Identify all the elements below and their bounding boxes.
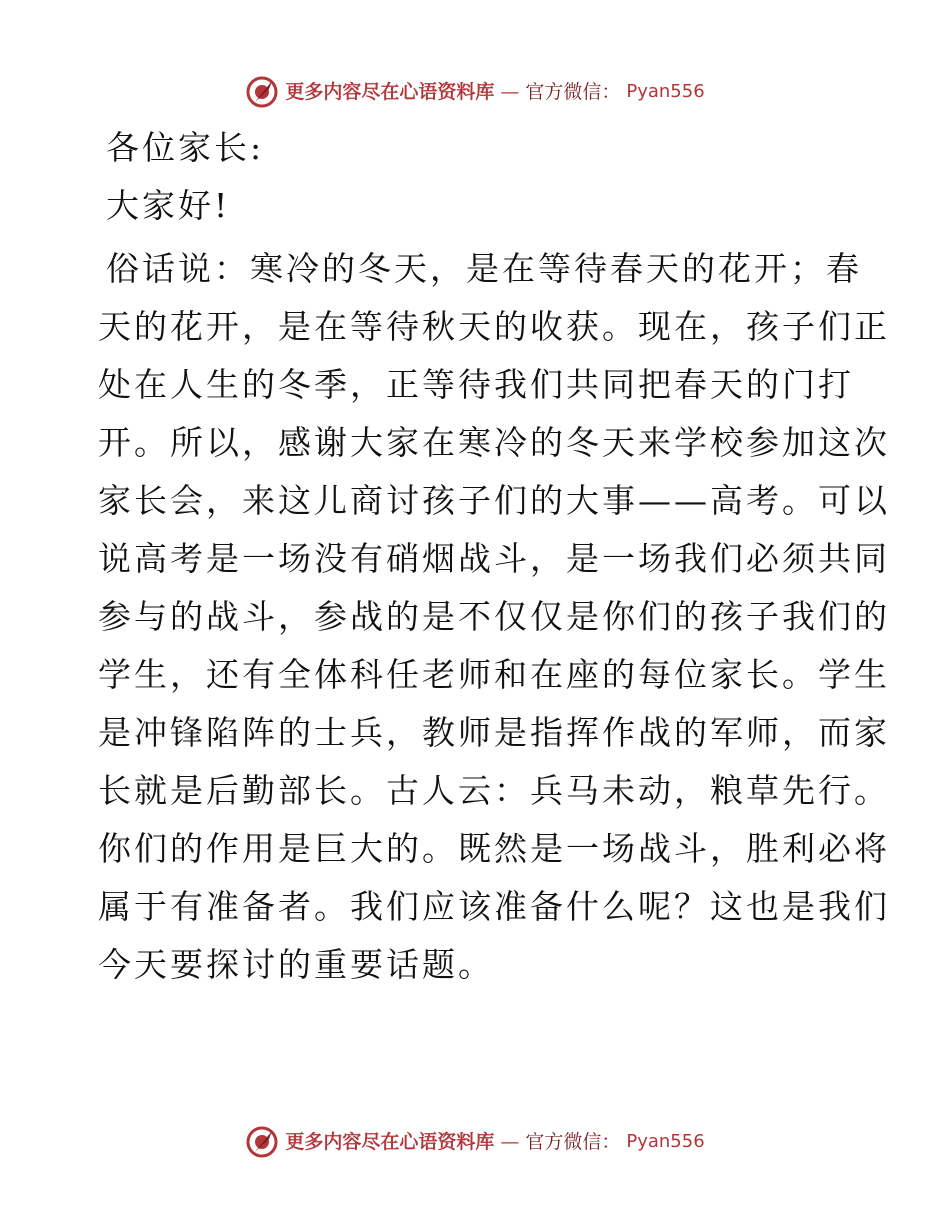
document-body	[98, 124, 890, 994]
watermark-official-label: 官方微信：	[525, 1131, 621, 1153]
paragraph-line: 处在人生的冬季，正等待我们共同把春天的门打	[98, 365, 854, 404]
paragraph-line: 天的花开，是在等待秋天的收获。现在，孩子们正	[98, 307, 890, 346]
paragraph-line: 参与的战斗，参战的是不仅仅是你们的孩子我们的	[98, 597, 890, 636]
paragraph-line: 说高考是一场没有硝烟战斗，是一场我们必须共同	[98, 539, 890, 578]
watermark-main-text: 更多内容尽在心语资料库	[285, 81, 495, 103]
paragraph-line: 开。所以，感谢大家在寒冷的冬天来学校参加这次	[98, 423, 890, 462]
salutation: 各位家长:	[106, 128, 265, 167]
paragraph-line: 你们的作用是巨大的。既然是一场战斗，胜利必将	[98, 829, 890, 868]
quill-logo-icon	[245, 75, 279, 109]
paragraph-line: 是冲锋陷阵的士兵，教师是指挥作战的军师，而家	[98, 713, 890, 752]
watermark-main-text: 更多内容尽在心语资料库	[285, 1131, 495, 1153]
watermark-dash: —	[500, 81, 520, 103]
paragraph-line: 学生，还有全体科任老师和在座的每位家长。学生	[98, 655, 890, 694]
paragraph-line: 俗话说：寒冷的冬天，是在等待春天的花开；春	[106, 249, 862, 288]
paragraph	[98, 240, 890, 994]
greeting: 大家好!	[106, 186, 231, 225]
header-watermark	[0, 75, 950, 109]
watermark-wechat-id: Pyan556	[626, 81, 705, 102]
paragraph-line: 家长会，来这儿商讨孩子们的大事——高考。可以	[98, 481, 890, 520]
watermark-dash: —	[500, 1131, 520, 1153]
footer-watermark	[0, 1125, 950, 1159]
paragraph-line: 属于有准备者。我们应该准备什么呢？这也是我们	[98, 887, 890, 926]
quill-logo-icon	[245, 1125, 279, 1159]
watermark-wechat-id: Pyan556	[626, 1131, 705, 1152]
watermark-official-label: 官方微信：	[525, 81, 621, 103]
paragraph-line: 长就是后勤部长。古人云：兵马未动，粮草先行。	[98, 771, 890, 810]
paragraph-line: 今天要探讨的重要话题。	[98, 945, 494, 984]
